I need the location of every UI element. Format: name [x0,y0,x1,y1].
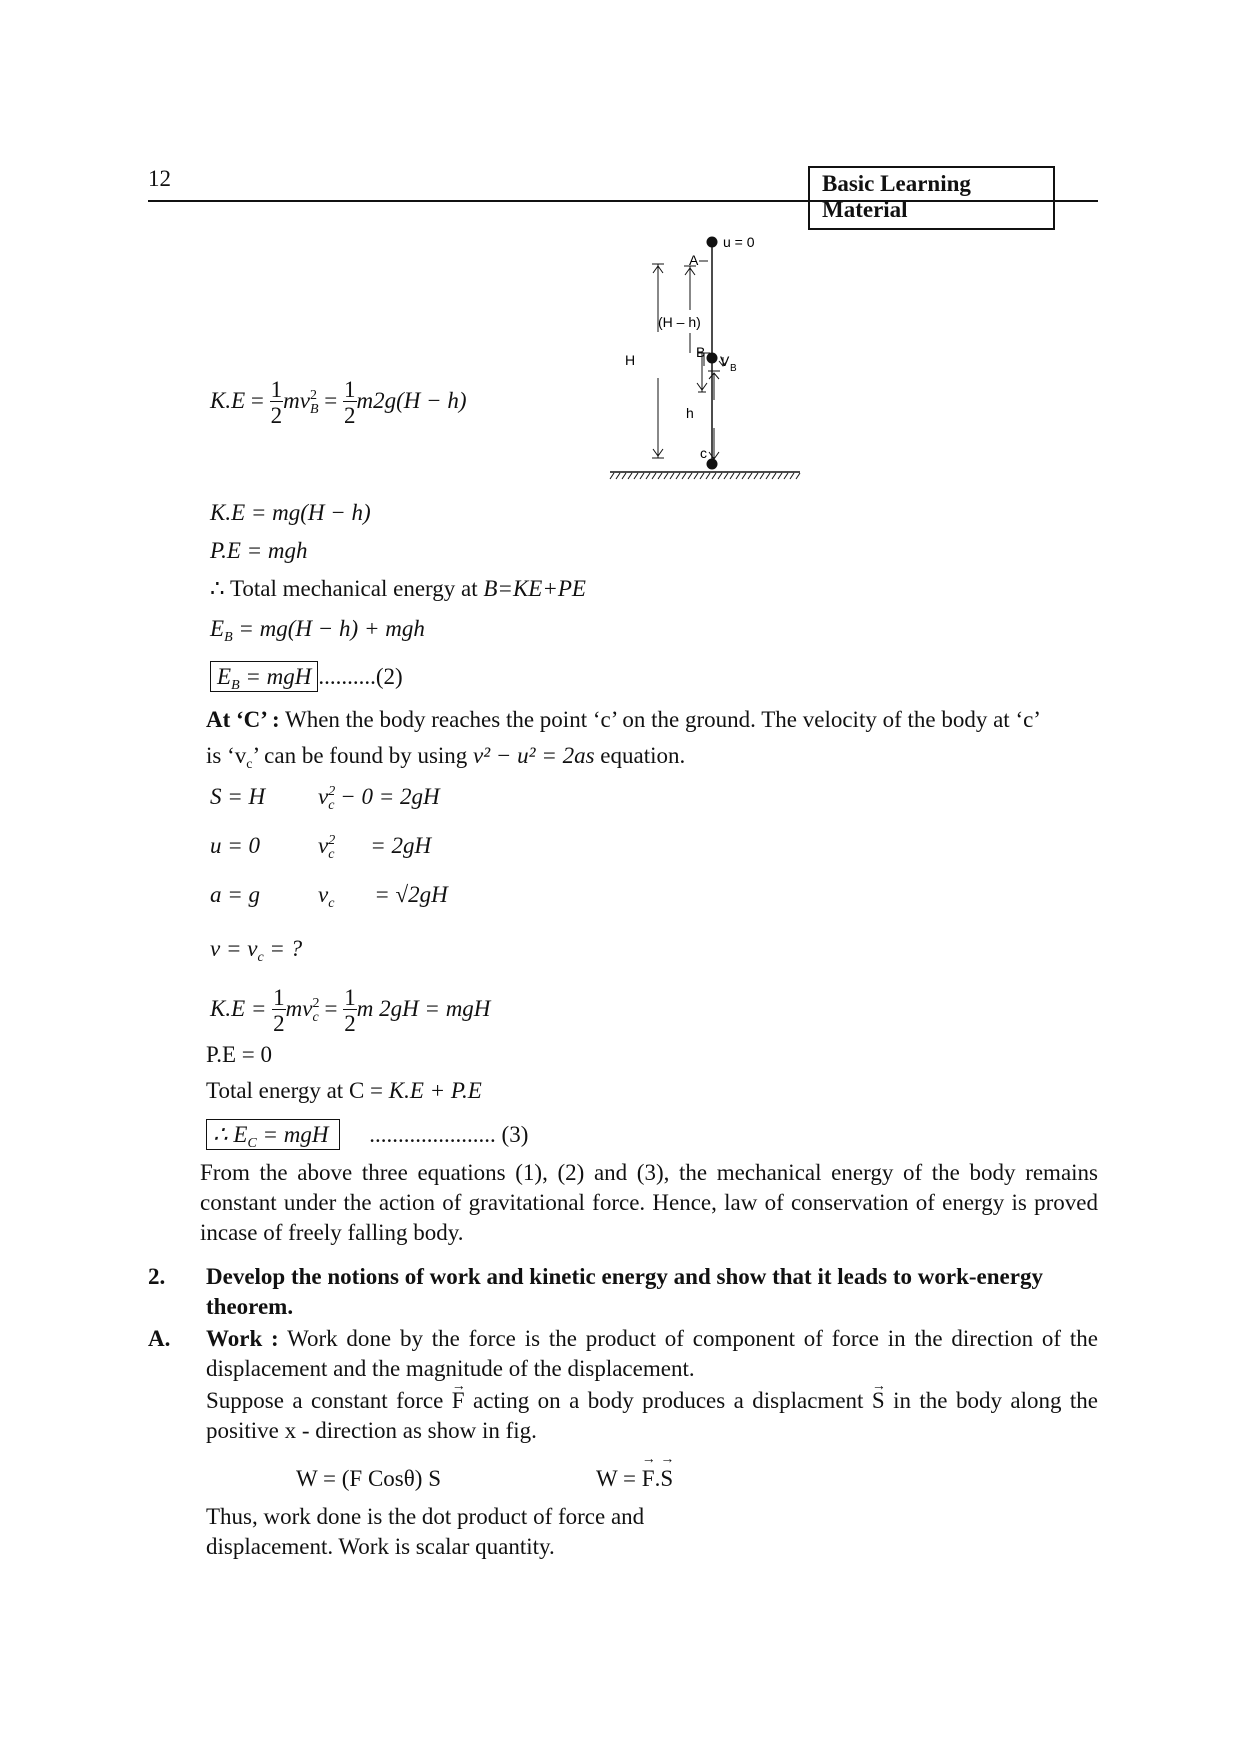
eq-ke-mg: K.E = mg(H − h) [210,500,371,525]
work-formula-dot: W = → F.→ S [596,1466,673,1492]
eq-eb-sum: $E_B = mg(H - h)$ + mgh [210,616,425,645]
kin-question: $v = v_c$ = ? [210,936,303,965]
work-conclusion: Thus, work done is the dot product of force and displacement. Work is scalar quantity. [206,1504,645,1559]
label-a: A [689,252,699,268]
point-b [707,353,718,364]
question-number: 2. [148,1264,166,1289]
answer-label: A. [148,1326,171,1351]
kin-u: u = 0 [210,833,261,858]
free-fall-diagram [600,228,810,490]
kin-a: a = g [210,882,261,907]
label-b: B [696,344,706,360]
label-u0: u = 0 [723,234,755,250]
eq-eb-result: $E_B$ = mgH ..........(2) [210,664,403,694]
work-formula-cos: W = (F Cosθ) S [296,1466,441,1491]
label-small-h: h [686,405,694,421]
question-text: Develop the notions of work and kinetic energy and show that it leads to work-energy theorem. [206,1264,1043,1319]
work-definition: Work : Work done by the force is the product of component of force in the direction of the displacement and the magnitude of the displacement. [206,1326,1098,1381]
header-rule [148,200,1098,202]
conclusion-paragraph: From the above three equations (1), (2) and (3), the mechanical energy of the body remains constant under the action of gravitational force. Hence, law of conservation of energy is proved incase of freely falling body. [200,1160,1098,1245]
label-vb: V [720,353,730,369]
at-c-paragraph: At ‘C’ : When the body reaches the point ‘c’ on the ground. The velocity of the body at ‘c’ is ‘$v_c$’ can be found by using v² − u² = 2as equation. [206,707,1041,772]
kin-r1: $v^2_c - 0 = 2gH$ [318,784,440,813]
top-point [707,237,718,248]
label-big-h: H [625,352,636,368]
eq-ec-result: ∴ $E_C$ = mgH ...................... (3) [206,1122,528,1152]
label-h-minus-h: (H – h) [658,314,701,330]
label-c: c [700,445,707,461]
page-number: 12 [148,166,171,191]
eq-pe-zero: P.E = 0 [206,1042,273,1067]
eq-pe-mgh: P.E = mgh [210,538,308,563]
total-energy-b: ∴ Total mechanical energy at B=KE+PE [210,576,586,601]
running-title: Basic Learning Material [808,166,1055,230]
total-energy-c: Total energy at C = K.E + P.E [206,1078,482,1103]
eq-ke-b: K.E = $\frac{1}{2}$ $mv^2_B$ = $\frac{1}{2}$ m2g(H − h) [210,377,467,428]
eq-ke-c: K.E = $\frac{1}{2}$ $mv^2_c$ = $\frac{1}{2}$ m 2gH = mgH [210,985,491,1036]
kin-r3: $v_c = √2gH$ [318,882,448,911]
kin-s: S = H [210,784,266,809]
kin-r2: $v^2_c = 2gH$ [318,833,432,862]
label-vb-sub: B [730,363,737,374]
work-suppose: Suppose a constant force → F acting on a body produces a displacment → S in the body along the positive x - direction as show in fig. [206,1386,1098,1446]
point-c [707,459,718,470]
